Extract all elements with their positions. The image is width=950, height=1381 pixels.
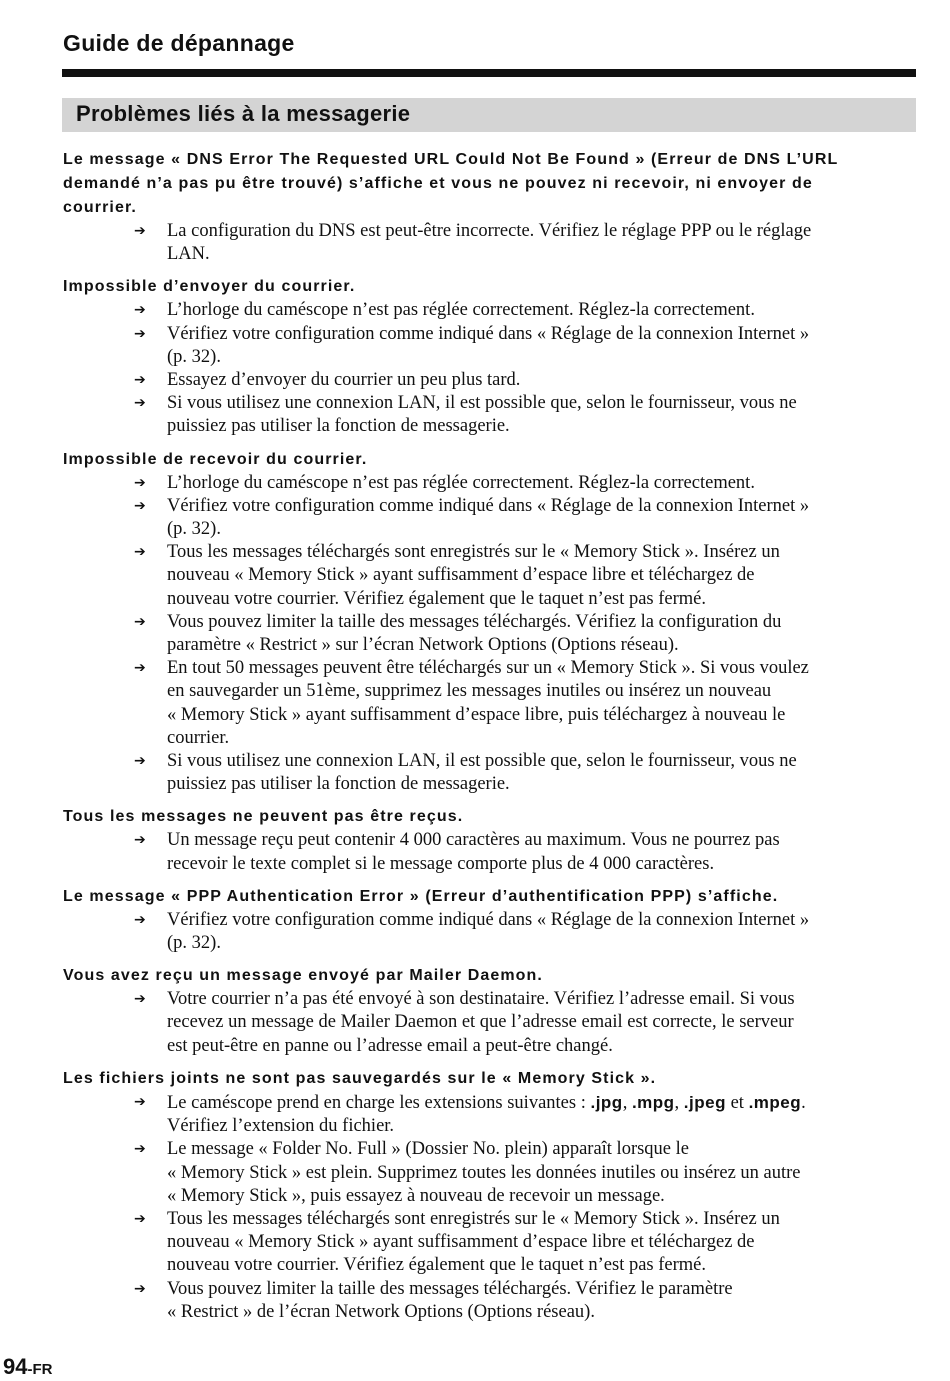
page-number-suffix: -FR <box>27 1361 53 1378</box>
problem-title: Le message « DNS Error The Requested URL Could Not Be Found » (Erreur de DNS L’URL demandé n’a pas pu être trouvé) s’affiche et vous ne pouvez ni recevoir, ni envoyer de courrier. <box>63 151 839 216</box>
solution-text: Si vous utilisez une connexion LAN, il est possible que, selon le fournisseur, vous ne puissiez pas utiliser la fonction de messagerie. <box>167 393 797 437</box>
solution-text: Tous les messages téléchargés sont enregistrés sur le « Memory Stick ». Insérez un nouveau « Memory Stick » ayant suffisamment d’espace libre et téléchargez de nouveau votre courrier. Vérifiez également que le taquet n’est pas fermé. <box>167 1208 780 1276</box>
solution-text: Vous pouvez limiter la taille des messages téléchargés. Vérifiez le paramètre « Restrict » de l’écran Network Options (Options réseau). <box>167 1278 733 1322</box>
page-number <box>3 1354 52 1380</box>
solution-text-end: . Vérifiez l’extension du fichier. <box>167 1092 806 1137</box>
solution-text: En tout 50 messages peuvent être téléchargés sur un « Memory Stick ». Si vous voulez en sauvegarder un 51ème, supprimez les messages inutiles ou insérez un nouveau « Memory Stick » ayant suffisamment d’espace libre, puis téléchargez à nouveau le courrier. <box>167 658 809 748</box>
problem-title: Impossible d’envoyer du courrier. <box>63 278 356 296</box>
problem-title: Tous les messages ne peuvent pas être reçus. <box>63 808 464 826</box>
solution-item <box>63 299 915 322</box>
file-extension: .jpg <box>590 1092 623 1112</box>
solution-item <box>63 1278 915 1324</box>
file-extension: .mpeg <box>748 1092 802 1112</box>
section-title-bar <box>62 98 916 132</box>
arrow-right-icon: ➔ <box>134 395 146 412</box>
arrow-right-icon: ➔ <box>134 1093 146 1110</box>
solution-text: Vérifiez votre configuration comme indiqué dans « Réglage de la connexion Internet » (p. 32). <box>167 495 810 540</box>
separator-text: , <box>622 1092 632 1113</box>
page-number-value: 94 <box>3 1354 28 1379</box>
separator-text: , <box>674 1092 684 1113</box>
problem-block <box>63 448 915 797</box>
arrow-right-icon: ➔ <box>134 544 146 561</box>
arrow-right-icon: ➔ <box>134 474 146 491</box>
solution-item <box>63 541 915 611</box>
solution-item <box>63 1091 915 1138</box>
problem-title: Le message « PPP Authentication Error » (Erreur d’authentification PPP) s’affiche. <box>63 887 779 905</box>
arrow-right-icon: ➔ <box>134 325 146 342</box>
problem-block <box>63 885 915 955</box>
solution-text-start: Le caméscope prend en charge les extensions suivantes : <box>167 1092 591 1113</box>
problem-block <box>63 275 915 438</box>
solution-item <box>63 369 915 392</box>
solution-item <box>63 611 915 657</box>
solution-text: Tous les messages téléchargés sont enregistrés sur le « Memory Stick ». Insérez un nouveau « Memory Stick » ayant suffisamment d’espace libre et téléchargez de nouveau votre courrier. Vérifiez également que le taquet n’est pas fermé. <box>167 542 780 609</box>
solution-text: Vous pouvez limiter la taille des messages téléchargés. Vérifiez la configuration du paramètre « Restrict » sur l’écran Network Options (Options réseau). <box>167 611 782 656</box>
problem-block <box>63 805 915 875</box>
solution-text <box>167 1093 806 1136</box>
problem-title: Les fichiers joints ne sont pas sauvegardés sur le « Memory Stick ». <box>63 1069 657 1087</box>
arrow-right-icon: ➔ <box>134 753 146 770</box>
solution-text: Un message reçu peut contenir 4 000 caractères au maximum. Vous ne pourrez pas recevoir le texte complet si le message comporte plus de 4 000 caractères. <box>167 830 780 874</box>
arrow-right-icon: ➔ <box>134 1280 146 1297</box>
solution-item <box>63 323 915 369</box>
arrow-right-icon: ➔ <box>134 613 146 630</box>
solution-text: L’horloge du caméscope n’est pas réglée correctement. Réglez-la correctement. <box>167 300 755 321</box>
arrow-right-icon: ➔ <box>134 991 146 1008</box>
solution-item <box>63 657 915 750</box>
arrow-right-icon: ➔ <box>134 1210 146 1227</box>
solution-item <box>63 750 915 796</box>
problem-block <box>63 1067 915 1324</box>
arrow-right-icon: ➔ <box>134 1141 146 1158</box>
problem-list <box>63 148 915 1333</box>
solution-item <box>63 909 915 955</box>
solution-item <box>63 1138 915 1208</box>
problem-block <box>63 148 915 266</box>
problem-block <box>63 964 915 1058</box>
arrow-right-icon: ➔ <box>134 660 146 677</box>
problem-title: Impossible de recevoir du courrier. <box>63 450 368 468</box>
page-header: Guide de dépannage <box>63 30 295 56</box>
solution-item <box>63 220 915 266</box>
solution-text: Vérifiez votre configuration comme indiqué dans « Réglage de la connexion Internet » (p. 32). <box>167 323 810 367</box>
solution-text: Le message « Folder No. Full » (Dossier No. plein) apparaît lorsque le « Memory Stick » est plein. Supprimez toutes les données inutiles ou insérez un autre « Memory Stick », puis essayez à nouveau de recevoir un message. <box>167 1139 801 1206</box>
solution-text: Essayez d’envoyer du courrier un peu plus tard. <box>167 370 521 391</box>
solution-text: Vérifiez votre configuration comme indiqué dans « Réglage de la connexion Internet » (p. 32). <box>167 909 810 954</box>
arrow-right-icon: ➔ <box>134 223 146 239</box>
solution-text: Si vous utilisez une connexion LAN, il est possible que, selon le fournisseur, vous ne puissiez pas utiliser la fonction de messagerie. <box>167 751 797 795</box>
problem-title: Vous avez reçu un message envoyé par Mailer Daemon. <box>63 967 543 985</box>
solution-text: L’horloge du caméscope n’est pas réglée correctement. Réglez-la correctement. <box>167 472 755 493</box>
arrow-right-icon: ➔ <box>134 497 146 514</box>
separator-text: et <box>725 1092 749 1113</box>
solution-text: La configuration du DNS est peut-être incorrecte. Vérifiez le réglage PPP ou le réglage LAN. <box>167 221 812 265</box>
solution-item <box>63 1208 915 1278</box>
section-title: Problèmes liés à la messagerie <box>76 101 411 126</box>
arrow-right-icon: ➔ <box>134 302 146 319</box>
arrow-right-icon: ➔ <box>134 911 146 928</box>
solution-text: Votre courrier n’a pas été envoyé à son destinataire. Vérifiez l’adresse email. Si vous recevez un message de Mailer Daemon et que l’adresse email est correcte, le serveur est peut-être en panne ou l’adresse email a peut-être changé. <box>167 989 795 1056</box>
solution-item <box>63 988 915 1058</box>
solution-item <box>63 472 915 495</box>
file-extension: .jpeg <box>683 1092 726 1112</box>
file-extension: .mpg <box>631 1092 675 1112</box>
arrow-right-icon: ➔ <box>134 372 146 389</box>
solution-item <box>63 495 915 541</box>
solution-item <box>63 829 915 875</box>
solution-item <box>63 392 915 438</box>
header-rule <box>62 69 916 77</box>
arrow-right-icon: ➔ <box>134 832 146 849</box>
